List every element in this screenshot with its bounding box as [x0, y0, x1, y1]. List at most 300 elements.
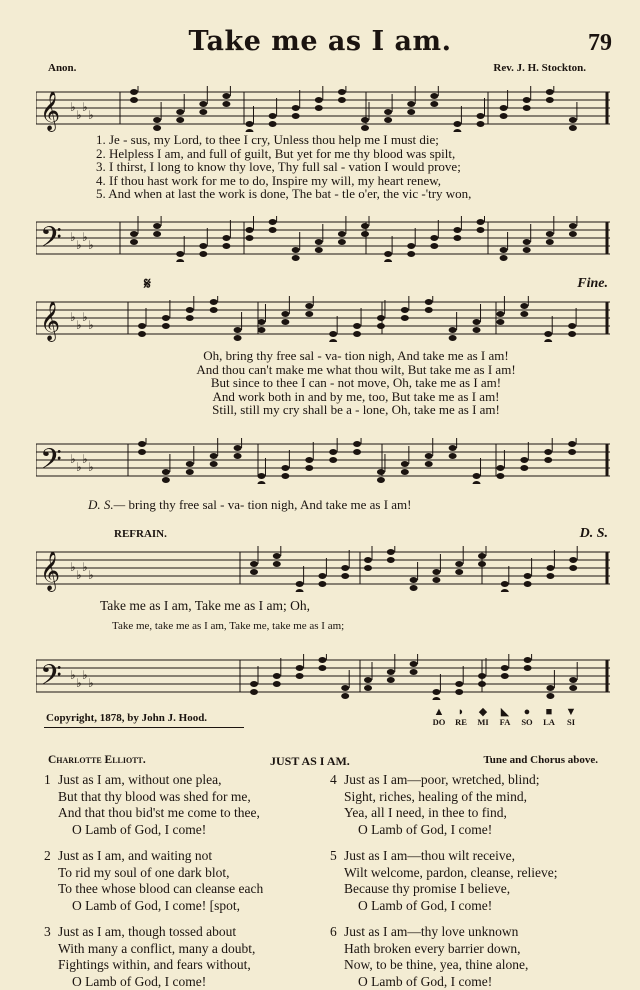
note-head [186, 315, 194, 321]
note-head [361, 231, 369, 237]
stanza-line: Hath broken every barrier down, [330, 941, 620, 958]
note-head [430, 243, 438, 249]
note-head [401, 315, 409, 321]
mi-shape-icon: ◆ [472, 705, 494, 718]
note-head [544, 449, 552, 455]
stanza-line: O Lamb of God, I come! [44, 974, 326, 990]
solfa-re: RE [450, 717, 472, 727]
note-head [353, 331, 361, 337]
page-number: 79 [588, 30, 612, 57]
note-head [407, 251, 415, 257]
ds-label: D. S.— [88, 497, 125, 512]
note-head [162, 469, 170, 475]
note-head [453, 129, 461, 132]
segno-sign: 𝄋 [144, 276, 151, 294]
note-head [523, 105, 531, 111]
note-head [329, 449, 337, 455]
chorus-line-1: Oh, bring thy free sal - va- tion nigh, And take me as I am! [96, 349, 616, 363]
note-head [130, 239, 138, 245]
flat-icon: ♭ [76, 460, 82, 474]
note-head [568, 331, 576, 337]
note-head [387, 669, 395, 675]
note-head [250, 681, 258, 687]
flat-icon: ♭ [76, 568, 82, 582]
note-head [199, 101, 207, 107]
note-head [449, 453, 457, 459]
stanza-line: With many a conflict, many a doubt, [44, 941, 326, 958]
note-head [246, 235, 254, 241]
note-head [305, 311, 313, 317]
note-head [546, 239, 554, 245]
note-head [546, 573, 554, 579]
note-head [281, 473, 289, 479]
note-head [546, 231, 554, 237]
note-head [410, 661, 418, 667]
note-head [455, 689, 463, 695]
note-head [568, 449, 576, 455]
chorus-lyrics [96, 349, 616, 417]
note-head [176, 259, 184, 262]
solfa-fa: FA [494, 717, 516, 727]
note-head [318, 665, 326, 671]
la-shape-icon: ■ [538, 706, 560, 718]
note-head [269, 219, 277, 225]
note-head [384, 251, 392, 257]
note-head [568, 323, 576, 329]
words-author: Rev. J. H. Stockton. [493, 62, 586, 74]
flat-icon: ♭ [82, 100, 88, 114]
system1-treble-staff [36, 86, 610, 132]
flat-icon: ♭ [82, 560, 88, 574]
stanza-number: 2 [44, 848, 58, 865]
verse-line-1: 1. Je - sus, my Lord, to thee I cry, Unless thou help me I must die; [96, 133, 616, 147]
note-head [425, 307, 433, 313]
note-head [222, 93, 230, 99]
flat-icon: ♭ [70, 668, 76, 682]
fa-shape-icon: ◣ [494, 705, 516, 718]
note-head [453, 227, 461, 233]
note-head [186, 307, 194, 313]
note-head [496, 473, 504, 479]
stanza-line: Just as I am, without one plea, [58, 772, 221, 787]
treble-clef-icon: 𝄞 [40, 91, 60, 132]
note-head [292, 105, 300, 111]
flat-icon: ♭ [76, 238, 82, 252]
so-shape-icon: ● [516, 706, 538, 718]
note-head [523, 239, 531, 245]
note-head [473, 481, 481, 484]
note-head [199, 109, 207, 115]
verse-line-5: 5. And when at last the work is done, The bat - tle o'er, the vic -'try won, [96, 187, 616, 201]
note-head [353, 441, 361, 447]
note-head [281, 311, 289, 317]
note-head [269, 227, 277, 233]
note-head [432, 697, 440, 700]
note-head [523, 247, 531, 253]
note-head [501, 581, 509, 587]
note-head [432, 569, 440, 575]
note-head [273, 553, 281, 559]
solfa-so: SO [516, 717, 538, 727]
solfa-la: LA [538, 717, 560, 727]
stanza-number: 5 [330, 848, 344, 865]
solfa-do: DO [428, 717, 450, 727]
note-head [292, 113, 300, 119]
verse-lyrics [96, 133, 616, 201]
note-head [130, 89, 138, 95]
note-head [234, 445, 242, 451]
verse-line-2: 2. Helpless I am, and full of guilt, But yet for me thy blood was spilt, [96, 147, 616, 161]
stanza-line: Just as I am, though tossed about [58, 924, 236, 939]
note-head [546, 565, 554, 571]
note-head [500, 247, 508, 253]
note-head [305, 303, 313, 309]
stanza-line: O Lamb of God, I come! [330, 822, 620, 839]
note-head [500, 105, 508, 111]
note-head [453, 235, 461, 241]
stanza-line: O Lamb of God, I come! [spot, [44, 898, 326, 915]
note-head [432, 577, 440, 583]
hymn2-left-column [44, 772, 326, 990]
note-head [384, 117, 392, 123]
note-head [377, 315, 385, 321]
note-head [281, 465, 289, 471]
note-head [296, 673, 304, 679]
system2-bass-staff [36, 438, 610, 484]
note-head [364, 677, 372, 683]
note-head [281, 319, 289, 325]
verse-line-3: 3. I thirst, I long to know thy love, Thy full sal - vation I would prove; [96, 160, 616, 174]
note-head [407, 109, 415, 115]
note-head [153, 231, 161, 237]
stanza-line: Now, to be thine, yea, thine alone, [330, 957, 620, 974]
note-head [407, 101, 415, 107]
note-head [250, 561, 258, 567]
note-head [153, 125, 161, 131]
note-head [520, 311, 528, 317]
note-head [353, 323, 361, 329]
note-head [449, 445, 457, 451]
note-head [222, 243, 230, 249]
note-head [292, 255, 300, 261]
flat-icon: ♭ [88, 108, 94, 122]
note-head [520, 465, 528, 471]
note-head [341, 573, 349, 579]
note-head [569, 565, 577, 571]
note-head [449, 335, 457, 341]
note-head [478, 553, 486, 559]
note-head [162, 323, 170, 329]
tune-author: Anon. [48, 62, 76, 74]
note-head [501, 673, 509, 679]
note-head [407, 243, 415, 249]
flat-icon: ♭ [82, 230, 88, 244]
flat-icon: ♭ [88, 460, 94, 474]
stanza-line: O Lamb of God, I come! [330, 974, 620, 990]
note-head [305, 457, 313, 463]
note-head [338, 231, 346, 237]
note-head [546, 89, 554, 95]
note-head [478, 673, 486, 679]
system1-bass-staff [36, 216, 610, 262]
note-head [138, 323, 146, 329]
note-head [292, 247, 300, 253]
note-head [210, 307, 218, 313]
note-head [496, 465, 504, 471]
bass-clef-icon: 𝄢 [40, 443, 62, 483]
note-head [478, 561, 486, 567]
bass-clef-icon: 𝄢 [40, 221, 62, 261]
note-head [524, 665, 532, 671]
system3-bass-staff [36, 654, 610, 700]
note-head [477, 121, 485, 127]
note-head [296, 589, 304, 592]
note-head [455, 561, 463, 567]
flat-icon: ♭ [88, 568, 94, 582]
note-head [353, 449, 361, 455]
note-head [546, 685, 554, 691]
note-head [186, 469, 194, 475]
stanza-line: Yea, all I need, in thee to find, [330, 805, 620, 822]
note-head [315, 105, 323, 111]
note-head [257, 473, 265, 479]
note-head [569, 223, 577, 229]
chorus-line-5: Still, still my cry shall be a - lone, Oh, take me as I am! [96, 403, 616, 417]
note-head [501, 665, 509, 671]
stanza-line: Because thy promise I believe, [330, 881, 620, 898]
treble-clef-icon: 𝄞 [40, 551, 60, 592]
stanza-line: Just as I am, and waiting not [58, 848, 212, 863]
stanza-line: To thee whose blood can cleanse each [44, 881, 326, 898]
stanza-number: 4 [330, 772, 344, 789]
note-head [473, 319, 481, 325]
note-head [364, 557, 372, 563]
note-head [387, 677, 395, 683]
flat-icon: ♭ [76, 318, 82, 332]
note-head [199, 251, 207, 257]
note-head [315, 247, 323, 253]
re-shape-icon: ◗ [450, 706, 472, 718]
note-head [273, 561, 281, 567]
note-head [425, 453, 433, 459]
note-head [364, 565, 372, 571]
note-head [384, 259, 392, 262]
note-head [455, 681, 463, 687]
note-head [341, 565, 349, 571]
note-head [387, 549, 395, 555]
stanza-4 [330, 772, 620, 838]
ds-text: bring thy free sal - va- tion nigh, And take me as I am! [128, 497, 411, 512]
flat-icon: ♭ [88, 676, 94, 690]
note-head [199, 243, 207, 249]
stanza-line: O Lamb of God, I come! [44, 822, 326, 839]
note-head [250, 569, 258, 575]
note-head [544, 339, 552, 342]
note-head [341, 685, 349, 691]
copyright-rule [44, 727, 244, 728]
note-head [546, 97, 554, 103]
note-head [153, 117, 161, 123]
note-head [496, 311, 504, 317]
note-head [401, 469, 409, 475]
note-head [257, 319, 265, 325]
flat-icon: ♭ [82, 668, 88, 682]
flat-icon: ♭ [82, 452, 88, 466]
system2-treble-staff [36, 296, 610, 342]
treble-clef-icon: 𝄞 [40, 301, 60, 342]
note-head [361, 125, 369, 131]
note-head [524, 573, 532, 579]
note-head [432, 689, 440, 695]
note-head [273, 673, 281, 679]
stanza-6 [330, 924, 620, 990]
flat-icon: ♭ [76, 676, 82, 690]
note-head [520, 303, 528, 309]
note-head [210, 453, 218, 459]
note-head [296, 581, 304, 587]
verse-line-4: 4. If thou hast work for me to do, Inspire my will, my heart renew, [96, 174, 616, 188]
note-head [477, 227, 485, 233]
stanza-line: O Lamb of God, I come! [330, 898, 620, 915]
note-head [568, 441, 576, 447]
note-head [246, 121, 254, 127]
stanza-line: Just as I am—thy love unknown [344, 924, 518, 939]
si-shape-icon: ▼ [560, 706, 582, 718]
note-head [430, 235, 438, 241]
note-head [377, 477, 385, 483]
flat-icon: ♭ [88, 318, 94, 332]
note-head [329, 331, 337, 337]
note-head [520, 457, 528, 463]
ds-lyric-line [88, 497, 411, 513]
system3-treble-staff [36, 546, 610, 592]
flat-icon: ♭ [82, 310, 88, 324]
note-head [234, 335, 242, 341]
note-head [269, 113, 277, 119]
note-head [401, 307, 409, 313]
note-head [430, 101, 438, 107]
note-head [477, 113, 485, 119]
stanza-number: 1 [44, 772, 58, 789]
note-head [315, 97, 323, 103]
stanza-line: Fightings within, and fears without, [44, 957, 326, 974]
note-head [569, 677, 577, 683]
note-head [234, 453, 242, 459]
note-head [569, 231, 577, 237]
stanza-2 [44, 848, 326, 914]
flat-icon: ♭ [88, 238, 94, 252]
note-head [234, 327, 242, 333]
note-head [130, 97, 138, 103]
note-head [176, 251, 184, 257]
note-head [410, 669, 418, 675]
stanza-line: Just as I am—poor, wretched, blind; [344, 772, 540, 787]
note-head [430, 93, 438, 99]
note-head [246, 227, 254, 233]
note-head [387, 557, 395, 563]
note-head [296, 665, 304, 671]
refrain-lower-lyrics: Take me, take me as I am, Take me, take me as I am; [112, 620, 344, 632]
note-head [138, 441, 146, 447]
flat-icon: ♭ [76, 108, 82, 122]
note-head [318, 657, 326, 663]
note-head [496, 319, 504, 325]
hymn2-right-column [330, 772, 620, 990]
note-head [176, 109, 184, 115]
stanza-line: To rid my soul of one dark blot, [44, 865, 326, 882]
note-head [273, 681, 281, 687]
refrain-upper-lyrics: Take me as I am, Take me as I am; Oh, [100, 598, 310, 614]
note-head [569, 117, 577, 123]
chorus-line-4: And work both in and by me, too, But take me as I am! [96, 390, 616, 404]
note-head [425, 461, 433, 467]
solfa-si: SI [560, 717, 582, 727]
note-head [544, 457, 552, 463]
note-head [305, 465, 313, 471]
note-head [473, 473, 481, 479]
note-head [569, 125, 577, 131]
note-head [329, 339, 337, 342]
note-head [338, 89, 346, 95]
stanza-number: 6 [330, 924, 344, 941]
note-head [569, 557, 577, 563]
stanza-line: And that thou bid'st me come to thee, [44, 805, 326, 822]
stanza-line: But that thy blood was shed for me, [44, 789, 326, 806]
note-head [210, 461, 218, 467]
note-head [318, 573, 326, 579]
stanza-line: Just as I am—thou wilt receive, [344, 848, 515, 863]
note-head [477, 219, 485, 225]
hymn2-author: Charlotte Elliott. [48, 754, 146, 766]
solfa-syllables [428, 717, 582, 727]
stanza-1 [44, 772, 326, 838]
note-head [410, 585, 418, 591]
note-head [361, 223, 369, 229]
note-head [257, 327, 265, 333]
note-head [449, 327, 457, 333]
note-head [524, 581, 532, 587]
note-head [162, 315, 170, 321]
flat-icon: ♭ [70, 310, 76, 324]
note-head [338, 97, 346, 103]
note-head [138, 331, 146, 337]
note-head [384, 109, 392, 115]
stanza-5 [330, 848, 620, 914]
note-head [501, 589, 509, 592]
note-head [453, 121, 461, 127]
note-head [377, 469, 385, 475]
note-head [410, 577, 418, 583]
note-head [401, 461, 409, 467]
note-head [138, 449, 146, 455]
note-head [186, 461, 194, 467]
note-head [250, 689, 258, 695]
bass-clef-icon: 𝄢 [40, 659, 62, 699]
ds-marker: D. S. [580, 526, 608, 542]
flat-icon: ♭ [70, 230, 76, 244]
note-head [210, 299, 218, 305]
note-head [222, 235, 230, 241]
note-head [130, 231, 138, 237]
note-head [176, 117, 184, 123]
chorus-line-3: But since to thee I can - not move, Oh, take me as I am! [96, 376, 616, 390]
note-head [318, 581, 326, 587]
note-head [455, 569, 463, 575]
note-head [364, 685, 372, 691]
note-head [329, 457, 337, 463]
note-head [544, 331, 552, 337]
note-head [500, 255, 508, 261]
